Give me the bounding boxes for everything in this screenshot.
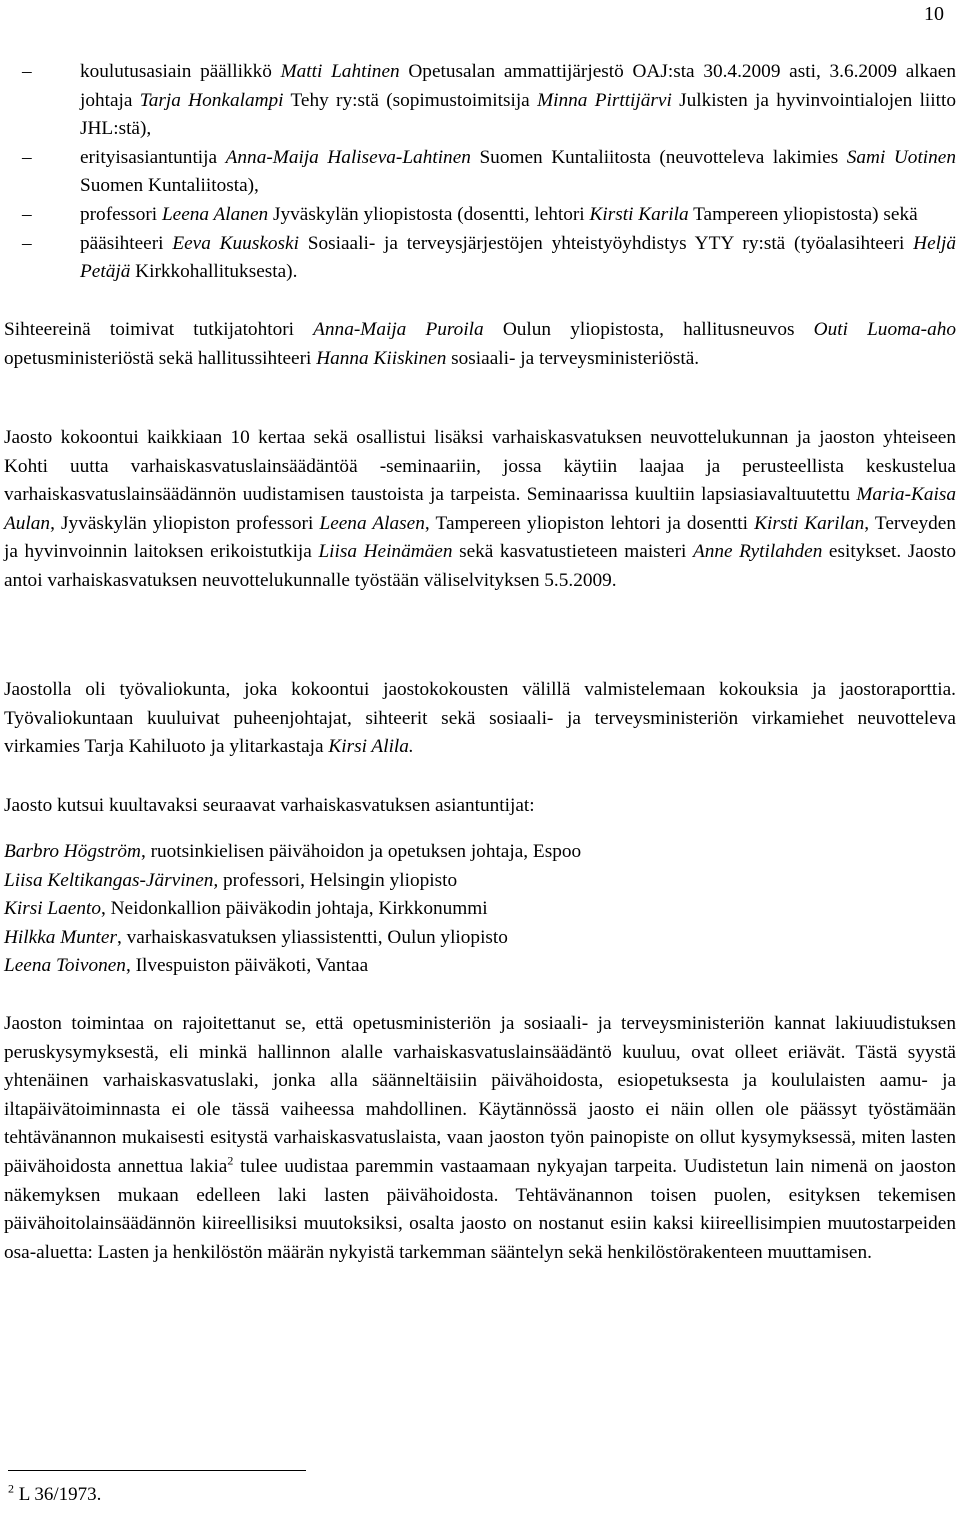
footnote xyxy=(8,1482,101,1508)
italic-name: Hilkka Munter xyxy=(4,926,117,948)
list-item-text xyxy=(80,204,918,225)
experts-list xyxy=(4,838,956,981)
italic-name: Liisa Keltikangas-Järvinen, xyxy=(4,869,219,891)
expert-item xyxy=(4,838,956,867)
text-run: Jyväskylän yliopistosta (dosentti, lehtori xyxy=(268,203,590,225)
footnote-text: L 36/1973. xyxy=(14,1484,102,1505)
text-run: , Terveyden ja hyvinvoinnin laitoksen erikoistutkija xyxy=(4,512,956,563)
italic-name: Anna-Maija Haliseva-Lahtinen xyxy=(225,146,471,168)
text-run: Suomen Kuntaliitosta (neuvotteleva lakimies xyxy=(470,146,847,168)
text-run: Julkisten ja hyvinvointialojen liitto JHL:stä), xyxy=(80,89,956,140)
workgroup-paragraph xyxy=(4,676,956,762)
expert-item xyxy=(4,924,956,953)
italic-name: Anna-Maija Puroila xyxy=(313,319,484,340)
italic-name: Outi Luoma-aho xyxy=(813,319,956,340)
expert-item xyxy=(4,952,956,981)
dash-bullet-icon: – xyxy=(22,232,32,254)
list-item xyxy=(4,230,956,287)
text-run: koulutusasiain päällikkö xyxy=(80,61,281,82)
text-run: , Tampereen yliopiston lehtori ja dosentti xyxy=(424,512,755,534)
text-run: , varhaiskasvatuksen yliassistentti, Oulun yliopisto xyxy=(116,926,508,948)
italic-name: Matti Lahtinen xyxy=(280,61,400,82)
text-run: Opetusalan ammattijärjestö OAJ:sta 30.4.2009 asti, 3.6.2009 alkaen johtaja xyxy=(80,61,957,111)
text-run: sekä kasvatustieteen maisteri xyxy=(452,541,693,563)
italic-name: Kirsi Alila. xyxy=(328,736,414,758)
italic-name: Leena Alasen xyxy=(319,512,425,534)
text-run: Sosiaali- ja terveysjärjestöjen yhteistyöyhdistys YTY ry:stä (työalasihteeri xyxy=(298,232,914,254)
secretaries-paragraph xyxy=(4,316,956,373)
text-run: professori xyxy=(80,203,162,225)
italic-name: Kirsi Laento xyxy=(4,898,101,920)
italic-name: Heljä Petäjä xyxy=(80,232,956,283)
text-run: Jaosto kokoontui kaikkiaan 10 kertaa sekä osallistui lisäksi varhaiskasvatuksen neuvottelukunnan ja jaoston yhteiseen Kohti uutta varhaiskasvatuslainsäädäntöä -seminaariin, jossa käytiin laajaa ja perusteellista keskustelua varhaiskasvatuslainsäädännön uudistamisen taustoista ja tarpeista. Seminaarissa kuultiin lapsiasiavaltuutettu xyxy=(4,427,956,506)
text-run: Oulun yliopistosta, hallitusneuvos xyxy=(483,319,814,340)
dash-bullet-icon: – xyxy=(22,61,32,82)
footnote-marker: 2 xyxy=(8,1481,14,1496)
list-item xyxy=(4,201,956,230)
scope-text-part-2: tulee uudistaa paremmin vastaamaan nykyajan tarpeita. Uudistetun lain nimenä on jaoston näkemyksen mukaan edelleen laki lasten päivähoidosta. Tehtävänannon toisen puolen, esityksen tekemisen päivähoitolainsäädännön kiireellisiksi muutoksiksi, osalta jaosto on nostanut esiin kaksi kiireellisimpien muutostarpeiden osa-aluetta: Lasten ja henkilöstön määrän nykyistä tarkemman sääntelyn sekä henkilöstörakenteen muuttamisen. xyxy=(4,1155,956,1263)
italic-name: Maria-Kaisa Aulan xyxy=(4,484,956,534)
text-run: , Ilvespuiston päiväkoti, Vantaa xyxy=(125,955,369,977)
text-run: Jaostolla oli työvaliokunta, joka kokoontui jaostokokousten välillä valmistelemaan kokouksia ja jaostoraporttia. Työvaliokuntaan kuuluivat puheenjohtajat, sihteerit sekä sosiaali- ja terveysministeriön virkamiehet neuvotteleva virkamies Tarja Kahiluoto ja ylitarkastaja xyxy=(4,679,956,758)
italic-name: Leena Toivonen xyxy=(4,955,126,977)
text-run: esitykset. Jaosto antoi varhaiskasvatuksen neuvottelukunnalle työstään väliselvityksen 5.5.2009. xyxy=(4,541,957,591)
italic-name: Minna Pirttijärvi xyxy=(537,89,672,111)
italic-name: Kirsti Karilan xyxy=(754,512,865,534)
italic-name: Tarja Honkalampi xyxy=(139,89,284,111)
text-run: Kirkkohallituksesta). xyxy=(130,261,298,283)
text-run: , Neidonkallion päiväkodin johtaja, Kirkkonummi xyxy=(100,898,488,920)
expert-item xyxy=(4,895,956,924)
meetings-paragraph xyxy=(4,424,956,596)
italic-name: Barbro Högström xyxy=(4,841,141,862)
experts-intro: Jaosto kutsui kuultavaksi seuraavat varhaiskasvatuksen asiantuntijat: xyxy=(4,795,535,816)
dash-bullet-icon: – xyxy=(22,203,32,225)
list-item-text xyxy=(80,147,956,197)
list-item xyxy=(4,144,956,201)
list-item-text xyxy=(80,61,956,139)
italic-name: Kirsti Karila xyxy=(589,203,689,225)
italic-name: Eeva Kuuskoski xyxy=(172,232,299,254)
text-run: pääsihteeri xyxy=(80,232,173,254)
scope-paragraph xyxy=(4,1010,956,1267)
dash-bullet-icon: – xyxy=(22,146,32,168)
text-run: Tehy ry:stä (sopimustoimitsija xyxy=(283,89,538,111)
list-item xyxy=(4,58,956,144)
text-run: erityisasiantuntija xyxy=(80,146,226,168)
text-run: Suomen Kuntaliitosta), xyxy=(80,175,259,197)
text-run: Sihteereinä toimivat tutkijatohtori xyxy=(4,319,314,340)
italic-name: Anne Rytilahden xyxy=(692,541,823,563)
italic-name: Hanna Kiiskinen xyxy=(316,347,447,369)
italic-name: Liisa Heinämäen xyxy=(318,541,453,563)
page-number: 10 xyxy=(924,3,944,25)
text-run: , Jyväskylän yliopiston professori xyxy=(50,512,320,534)
list-item-text xyxy=(80,233,956,283)
expert-item xyxy=(4,867,956,896)
italic-name: Leena Alanen xyxy=(161,203,269,225)
text-run: Tampereen yliopistosta) sekä xyxy=(688,203,918,225)
member-list xyxy=(4,58,956,287)
text-run: , ruotsinkielisen päivähoidon ja opetuksen johtaja, Espoo xyxy=(140,841,582,862)
footnote-divider xyxy=(8,1470,306,1471)
scope-text-part-1: Jaoston toimintaa on rajoitettanut se, että opetusministeriön ja sosiaali- ja terveysministeriön kannat lakiuudistuksen peruskysymyksestä, eli minkä hallinnon alalle varhaiskasvatuslainsäädäntö kuuluu, ovat olleet eriävät. Tästä syystä yhtenäinen varhaiskasvatuslaki, jonka alla säänneltäisiin päivähoidosta, esiopetuksesta ja koululaisten aamu- ja iltapäivätoiminnasta ei ole tässä vaiheessa mahdollinen. Käytännössä jaosto ei näin ollen ole päässyt työstämään tehtävänannon mukaisesti esitystä varhaiskasvatuslaista, vaan jaoston työn painopiste on ollut kysymyksessä, miten lasten päivähoidosta annettua lakia xyxy=(4,1013,956,1177)
text-run: professori, Helsingin yliopisto xyxy=(218,869,458,891)
italic-name: Sami Uotinen xyxy=(846,146,957,168)
text-run: sosiaali- ja terveysministeriöstä. xyxy=(446,347,700,369)
text-run: opetusministeriöstä sekä hallitussihteeri xyxy=(4,347,317,369)
footnote-reference: 2 xyxy=(227,1153,234,1168)
